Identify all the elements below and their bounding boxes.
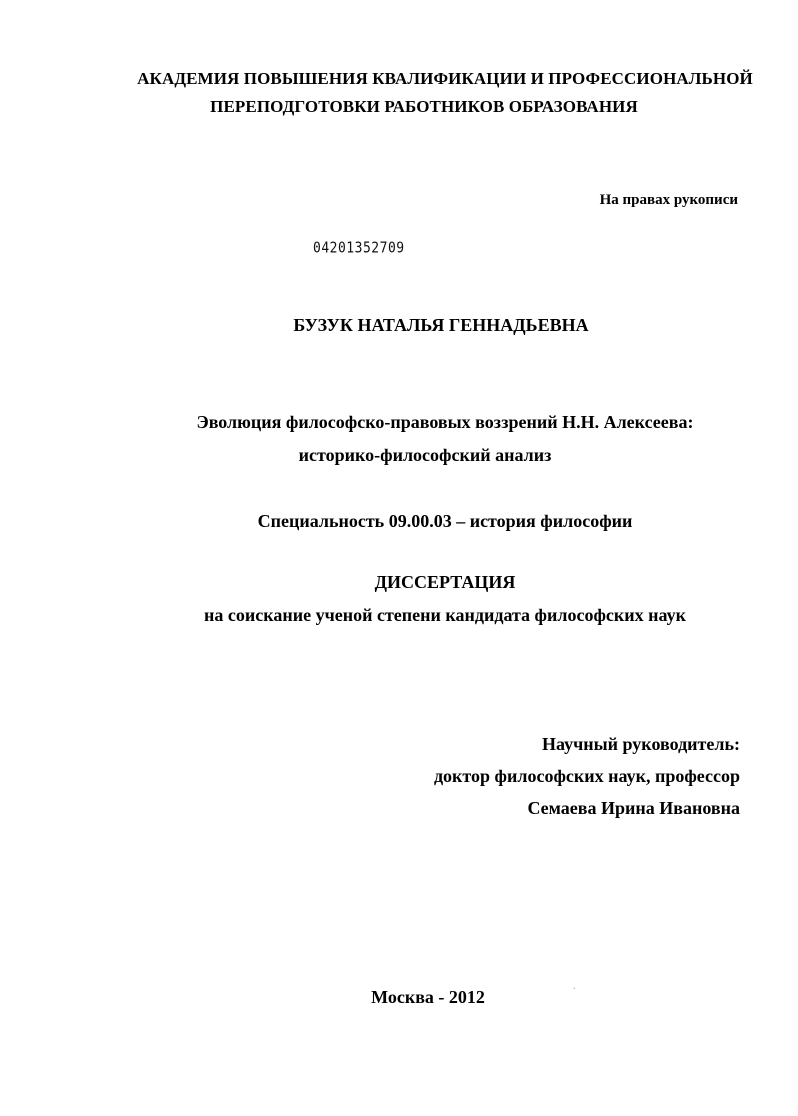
- institution-line-1: АКАДЕМИЯ ПОВЫШЕНИЯ КВАЛИФИКАЦИИ И ПРОФЕССИОНАЛЬНОЙ: [137, 69, 753, 88]
- degree-purpose: на соискание ученой степени кандидата философских наук: [204, 605, 686, 625]
- thesis-title-line-1: Эволюция философско-правовых воззрений Н.Н. Алексеева:: [196, 412, 694, 432]
- document-type: ДИССЕРТАЦИЯ: [374, 572, 516, 592]
- supervisor-heading: Научный руководитель:: [542, 734, 740, 754]
- scan-speck: ˏ: [573, 980, 576, 989]
- registration-number: 04201352709: [313, 240, 405, 258]
- specialty: Специальность 09.00.03 – история философии: [257, 511, 633, 531]
- thesis-title-line-2: историко-философский анализ: [298, 445, 552, 465]
- supervisor-name: Семаева Ирина Ивановна: [527, 798, 740, 818]
- manuscript-note: На правах рукописи: [599, 192, 738, 208]
- author-name: БУЗУК НАТАЛЬЯ ГЕННАДЬЕВНА: [293, 315, 589, 335]
- place-year: Москва - 2012: [371, 987, 485, 1007]
- institution-line-2: ПЕРЕПОДГОТОВКИ РАБОТНИКОВ ОБРАЗОВАНИЯ: [210, 97, 638, 116]
- supervisor-title: доктор философских наук, профессор: [433, 766, 740, 786]
